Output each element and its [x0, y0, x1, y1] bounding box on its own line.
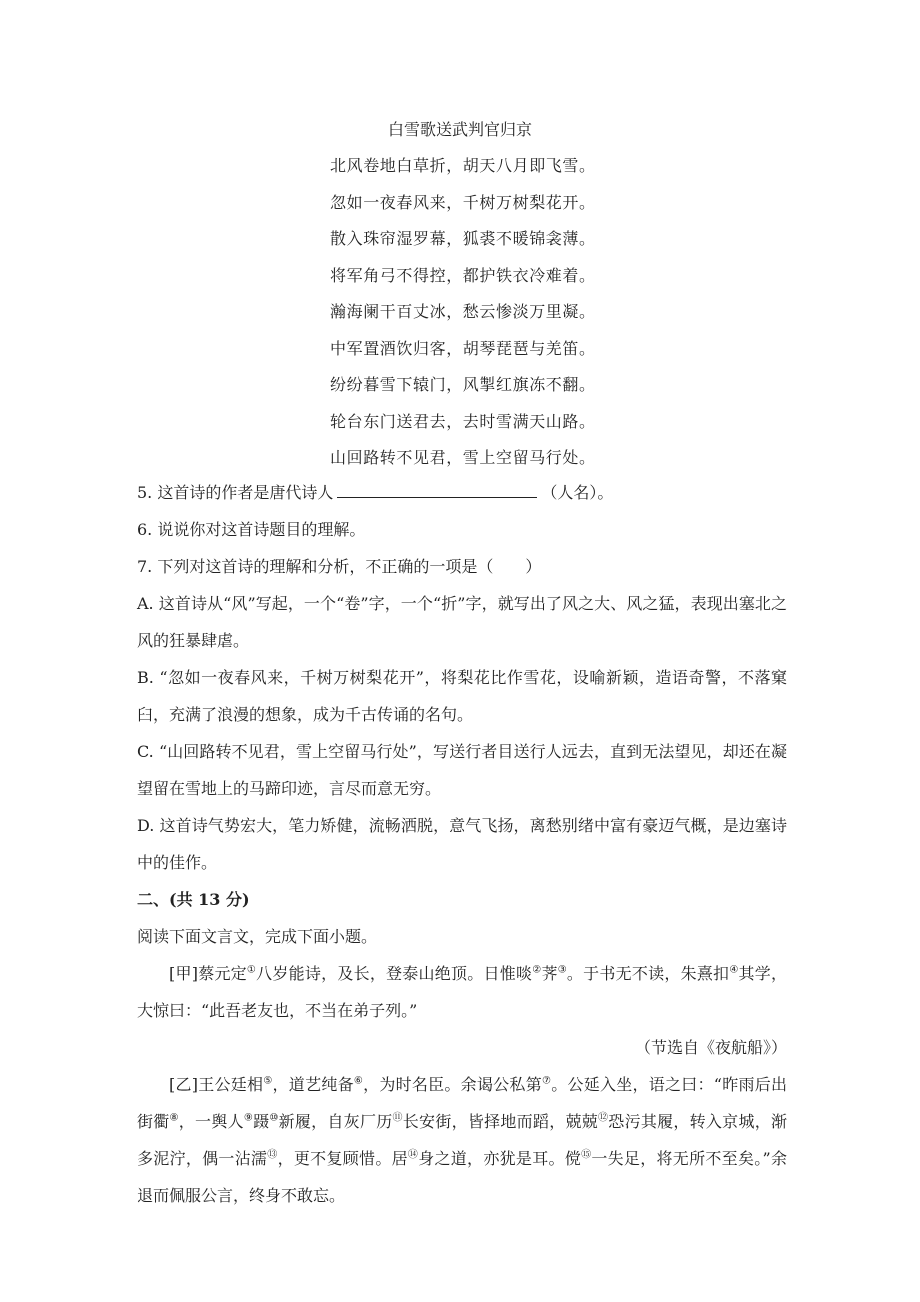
passage-text: 新履，自灰厂历 [278, 1112, 393, 1131]
passage-text: 八岁能诗，及长，登泰山绝顶。日惟啖 [256, 964, 533, 983]
footnote-marker: ⑧ [169, 1112, 179, 1124]
poem-line: 中军置酒饮归客，胡琴琵琶与羌笛。 [330, 338, 596, 358]
passage-text: 一失足，将无所不至矣。”余退而佩服公言，终身不敢忘。 [137, 1149, 787, 1205]
footnote-marker: ⑫ [598, 1112, 609, 1124]
passage-text: 恐污其履，转入京城，渐多泥泞，偶一沾濡 [137, 1112, 787, 1168]
question-7: 7. 下列对这首诗的理解和分析，不正确的一项是（ ） [137, 557, 542, 576]
passage-text: 荠 [541, 964, 558, 983]
passage-text: 其学，大惊曰：“此吾老友也，不当在弟子列。” [137, 964, 788, 1020]
footnote-marker: ② [532, 964, 542, 976]
passage-text: 长安街，皆择地而蹈，兢兢 [402, 1112, 599, 1131]
passage-text: [乙]王公廷相 [169, 1075, 264, 1094]
footnote-marker: ① [246, 964, 257, 976]
poem-line: 轮台东门送君去，去时雪满天山路。 [330, 411, 596, 431]
passage-text: ，为时名臣。余谒公私第 [363, 1075, 542, 1094]
question-5-suffix: （人名）。 [541, 483, 614, 502]
poem-line: 纷纷暮雪下辕门，风掣红旗冻不翻。 [330, 375, 596, 394]
poem-line: 北风卷地白草折，胡天八月即飞雪。 [330, 156, 596, 175]
footnote-marker: ⑦ [541, 1075, 552, 1087]
question-5 [137, 474, 787, 511]
passage-jia [137, 955, 787, 1029]
footnote-marker: ⑨ [243, 1112, 254, 1124]
footnote-marker: ⑥ [353, 1075, 364, 1087]
poem-line: 将军角弓不得控，都护铁衣冷难着。 [330, 265, 596, 285]
section-heading: 二、(共 13 分) [137, 890, 250, 909]
passage-yi [137, 1066, 787, 1214]
passage-text: ，一舆人 [178, 1112, 244, 1131]
option-d: D. 这首诗气势宏大，笔力矫健，流畅洒脱，意气飞扬，离愁别绪中富有豪迈气概，是边塞诗中的佳作。 [137, 816, 787, 872]
passage-text: 。于书无不读，朱熹扣 [566, 964, 730, 983]
passage-text: 蹑 [253, 1112, 270, 1131]
passage-source: （节选自《夜航船》） [634, 1038, 787, 1057]
footnote-marker: ⑤ [263, 1075, 273, 1087]
questions-block [137, 474, 787, 1214]
poem-body [330, 148, 596, 477]
footnote-marker: ④ [729, 964, 739, 976]
poem-line: 散入珠帘湿罗幕，狐裘不暖锦衾薄。 [330, 229, 596, 248]
poem-title: 白雪歌送武判官归京 [387, 120, 532, 139]
passage-text: 。公延入坐，语之曰：“昨雨后出街衢 [137, 1075, 787, 1131]
question-5-text: 5. 这首诗的作者是唐代诗人 [137, 483, 334, 502]
question-6: 6. 说说你对这首诗题目的理解。 [137, 520, 366, 539]
section-instruction: 阅读下面文言文，完成下面小题。 [137, 927, 378, 946]
option-c: C. “山回路转不见君，雪上空留马行处”，写送行者目送行人远去，直到无法望见，却还在凝望留在雪地上的马蹄印迹，言尽而意无穷。 [137, 742, 787, 798]
passage-text: ，更不复顾惜。居 [277, 1149, 408, 1168]
option-b: B. “忽如一夜春风来，千树万树梨花开”，将梨花比作雪花，设喻新颖，造语奇警，不落窠臼，充满了浪漫的想象，成为千古传诵的名句。 [137, 668, 787, 724]
answer-blank[interactable] [337, 481, 537, 498]
passage-text: ，道艺纯备 [272, 1075, 354, 1094]
footnote-marker: ⑬ [267, 1149, 278, 1161]
footnote-marker: ③ [557, 964, 567, 976]
poem-line: 山回路转不见君，雪上空留马行处。 [330, 448, 596, 467]
footnote-marker: ⑮ [581, 1149, 592, 1161]
poem-line: 瀚海阑干百丈冰，愁云惨淡万里凝。 [330, 302, 596, 321]
footnote-marker: ⑭ [407, 1149, 419, 1161]
passage-text: 身之道，亦犹是耳。傥 [418, 1149, 582, 1168]
poem-line: 忽如一夜春风来，千树万树梨花开。 [330, 192, 596, 212]
option-a: A. 这首诗从“风”写起，一个“卷”字，一个“折”字，就写出了风之大、风之猛，表现出塞北之风的狂暴肆虐。 [137, 594, 787, 650]
passage-text: [甲]蔡元定 [169, 964, 247, 983]
footnote-marker: ⑩ [269, 1112, 279, 1124]
footnote-marker: ⑪ [392, 1112, 403, 1124]
